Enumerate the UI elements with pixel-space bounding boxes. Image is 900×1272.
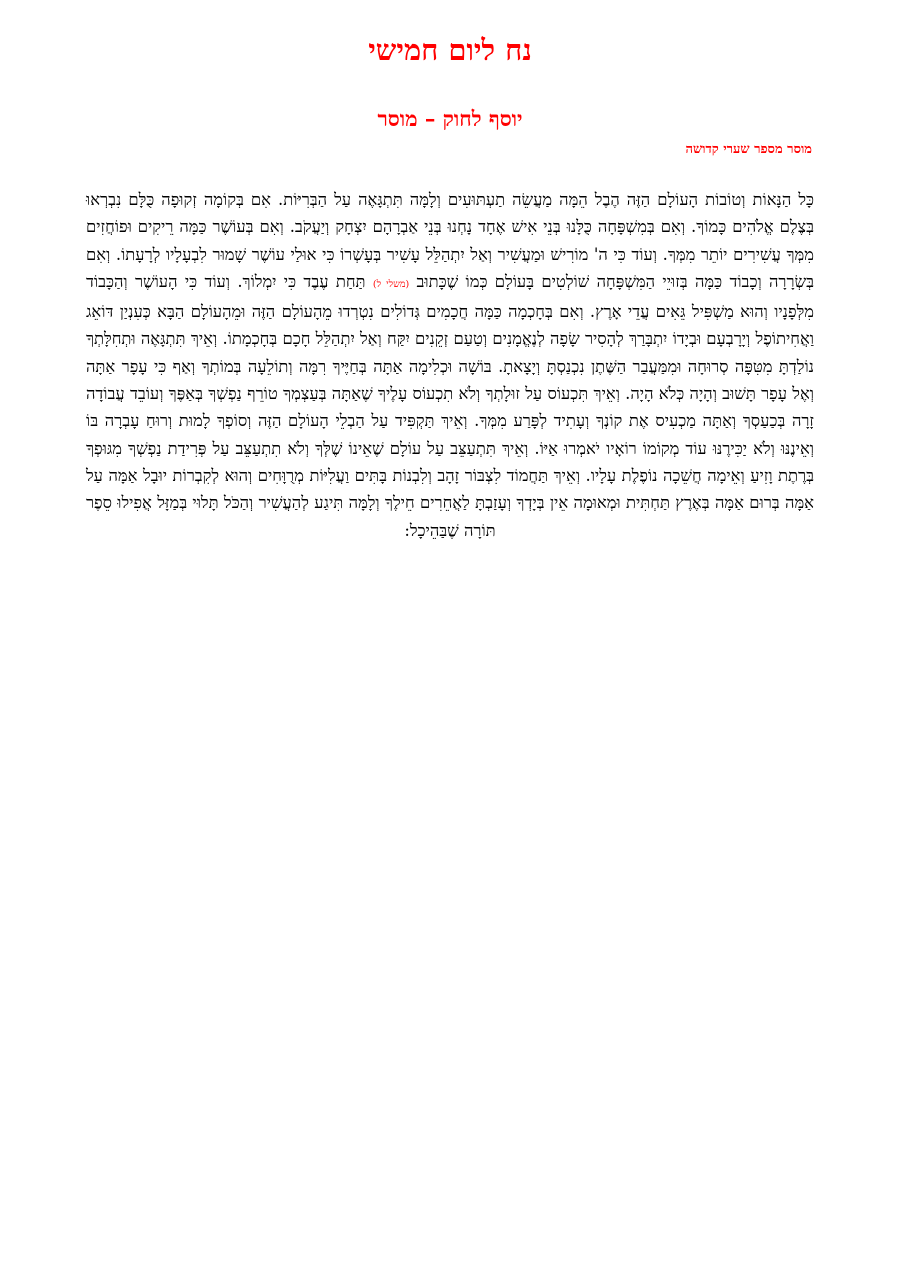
page-title: נח ליום חמישי (368, 33, 532, 67)
body-paragraph (86, 186, 814, 544)
paragraph-text-part-2: תַּחַת עֶבֶד כִּי יִמְלוֹךְ. וְעוֹד כִּי הָעוֹשֶׁר וְהַכָּבוֹד מִלְּפָנָיו וְהוּא מַשְׁפִּיל גֵּאִים עֲדֵי אָרֶץ. וְאִם בְּחָכְמָה כַּמָּה חֲכָמִים גְּדוֹלִים נִטְרְדוּ מֵהָעוֹלָם הַזֶּה וּמֵהָעוֹלָם הַבָּא כְּעִנְיַן דּוֹאֵג וַאֲחִיתוֹפֶל וְיָרָבְעָם וּבְיָדוֹ יִתְבָּרַךְ לְהָסִיר שָׂפָה לְנֶאֱמָנִים וְטַעַם זְקֵנִים יִקַּח וְאַל יִתְהַלֵּל חָכָם בְּחָכְמָתוֹ. וְאֵיךְ תִּתְגָּאֶה וּתְחִלָּתְךָ נוֹלַדְתָּ מִטִּפָּה סְרוּחָה וּמִמַּעֲבַר הַשֶּׁתֶן נִכְנַסְתָּ וְיָצָאתָ. בּוֹשָׁה וּכְלִימָה אַתָּה בְּחַיֶּיךָ רִמָּה וְתוֹלֵעָה בְּמוֹתְךָ וְאַף כִּי עָפָר אַתָּה וְאֶל עָפָר תָּשׁוּב וְהָיָה כְּלֹא הָיָה. וְאֵיךְ תִּכְעוֹס עַל זוּלָתְךָ וְלֹא תִכְעוֹס עָלֶיךָ שֶׁאַתָּה בְּעַצְמְךָ טוֹרֵף נַפְשְׁךָ בְּאַפֶּךָ וְעוֹבֵד עֲבוֹדָה זָרָה בְּכַעַסְךָ וְאַתָּה מַכְעִיס אֶת קוֹנְךָ וְעָתִיד לְפָּרַע מִמְּךָ. וְאֵיךְ תַּקְפִּיד עַל הַבְלֵי הָעוֹלָם הַזֶּה וְסוֹפְךָ לָמוּת וְרוּחַ עָבְרָה בּוֹ וְאֵינֶנּוּ וְלֹא יַכִּירֶנּוּ עוֹד מְקוֹמוֹ רוֹאָיו יֹאמְרוּ אַיּוֹ. וְאֵיךְ תִּתְעַצֵּב עַל עוֹלָם שֶׁאֵינוֹ שֶׁלְּךָ וְלֹא תִתְעַצֵּב עַל פְּרִידַת נַפְשְׁךָ מִגּוּפְךָ בְּרֶתֶת וָזִיעַ וְאֵימָה חֲשֵׁכָה נוֹפֶלֶת עָלָיו. וְאֵיךְ תַּחֲמוֹד לִצְבּוֹר זָהָב וְלִבְנוֹת בָּתִּים וַעֲלִיּוֹת מְרֻוָּחִים וְהוּא לְקִבְרוֹת יוּבָל אַמָּה עַל אַמָּה בְּרוּם אַמָּה בְּאֶרֶץ תַּחְתִּית וּמְאוּמָה אֵין בְּיָדְךָ וְעָזַבְתָּ לַאֲחֵרִים חֵילֶךָ וְלָמָּה תִּיגַע לְהַעֲשִׁיר וְהַכֹּל תָּלוּי בְּמַזָּל אֲפִילוּ סֵפֶר תּוֹרָה שֶׁבַּהֵיכָל: (86, 271, 814, 540)
citation-reference: (משלי ל) (372, 278, 410, 290)
source-attribution: מוסר מספר שערי קדושה (685, 142, 812, 157)
paragraph-text-part-1: כָּל הַנָּאוֹת וְטוֹבוֹת הָעוֹלָם הַזֶּה הֶבֶל הֵמָּה מַעֲשֵׂה תַעְתּוּעִים וְלָמָּה תִּתְגָּאֶה עַל הַבְּרִיּוֹת. אִם בְּקוֹמָה זְקוּפָה כֻּלָּם נִבְרְאוּ בְּצֶלֶם אֱלֹהִים כָּמוֹךָ. וְאִם בְּמִשְׁפָּחָה כֻּלָּנוּ בְּנֵי אִישׁ אֶחָד נָחְנוּ בְּנֵי אַבְרָהָם יִצְחָק וְיַעֲקֹב. וְאִם בְּעוֹשֶׁר כַּמָּה רֵיקִים וּפוֹחֲזִים מִמְּךָ עֲשִׁירִים יוֹתֵר מִמְּךָ. וְעוֹד כִּי ה' מוֹרִישׁ וּמַעֲשִׁיר וְאַל יִתְהַלֵּל עָשִׁיר בְּעָשְׁרוֹ כִּי אוּלַי עוֹשֶׁר שָׁמוּר לִבְעָלָיו לְרָעָתוֹ. וְאִם בְּשְׂרָרָה וְכָבוֹד כַּמָּה בְּזוּיֵי הַמִּשְׁפָּחָה שׁוֹלְטִים בָּעוֹלָם כְּמוֹ שֶׁכָּתוּב (86, 190, 815, 291)
section-subtitle: יוסף לחוק – מוסר (377, 106, 523, 131)
